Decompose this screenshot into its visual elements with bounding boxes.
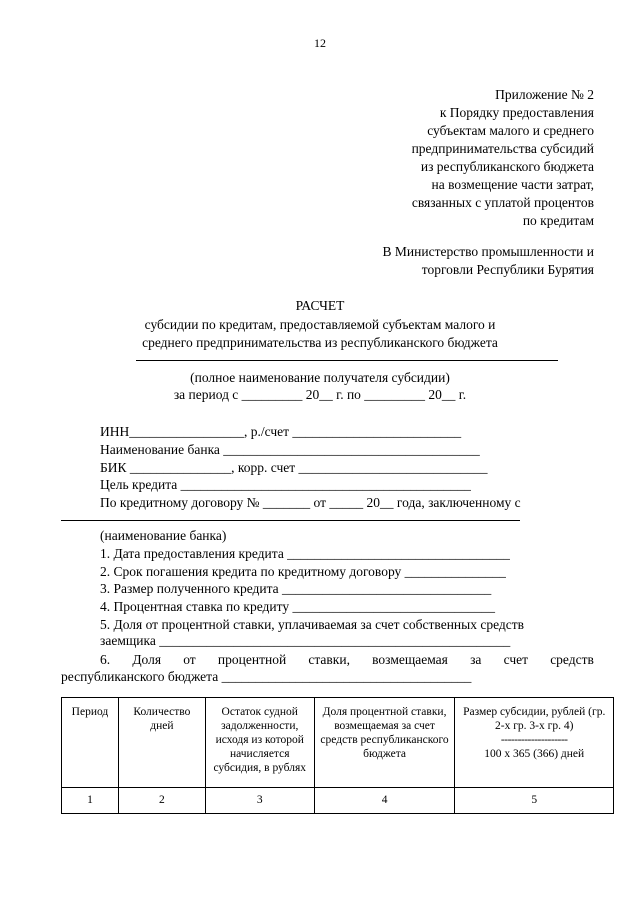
item-6-word: от: [183, 652, 196, 667]
table-header-row: [62, 698, 614, 788]
column-number: 2: [118, 788, 205, 814]
bik-field: БИК _______________, корр. счет ____________________________: [100, 460, 488, 475]
bank-name-line: [61, 520, 520, 521]
appendix-block: [412, 86, 594, 230]
item-3: 3. Размер полученного кредита _______________________________: [100, 581, 492, 596]
item-6-word: средств: [550, 652, 594, 667]
item-6-word: процентной: [217, 652, 287, 667]
subsidy-table: [61, 697, 614, 814]
contract-field: По кредитному договору № _______ от _____ 20__ года, заключенному с: [100, 495, 521, 510]
item-6-word: за: [470, 652, 482, 667]
header-days: Количество дней: [118, 698, 205, 788]
appendix-line: Приложение № 2: [495, 87, 594, 102]
item-6-word: Доля: [132, 652, 162, 667]
appendix-line: предпринимательства субсидий: [411, 141, 594, 156]
item-6: [100, 651, 594, 669]
item-6-word: счет: [503, 652, 528, 667]
appendix-line: на возмещение части затрат,: [431, 177, 594, 192]
header-subsidy-amount: [455, 698, 614, 788]
subsidy-formula-top: Размер субсидии, рублей (гр. 2-х гр. 3-х гр. 4): [463, 706, 606, 732]
subsidy-formula-bottom: 100 х 365 (366) дней: [484, 748, 585, 760]
subsidy-formula-divider: --------------------: [500, 734, 568, 746]
period-line: за период с _________ 20__ г. по _________ 20__ г.: [173, 387, 467, 402]
item-2: 2. Срок погашения кредита по кредитному договору _______________: [100, 564, 506, 579]
appendix-line: по кредитам: [522, 213, 594, 228]
page-number: 12: [314, 36, 326, 50]
appendix-line: субъектам малого и среднего: [427, 123, 594, 138]
table-row: [62, 788, 614, 814]
inn-field: ИНН_________________, р./счет _________________________: [100, 424, 462, 439]
title-subtitle-2: среднего предпринимательства из республиканского бюджета: [142, 335, 498, 350]
item-6-word: 6.: [100, 652, 111, 667]
purpose-field: Цель кредита ___________________________________________: [100, 477, 471, 492]
column-number: 1: [62, 788, 119, 814]
item-6-continued: республиканского бюджета _____________________________________: [61, 669, 472, 684]
item-6-word: ставки,: [308, 652, 350, 667]
appendix-line: связанных с уплатой процентов: [411, 195, 594, 210]
item-4: 4. Процентная ставка по кредиту ______________________________: [100, 599, 495, 614]
header-period: Период: [62, 698, 119, 788]
column-number: 4: [314, 788, 455, 814]
appendix-line: к Порядку предоставления: [439, 105, 594, 120]
addressee-line: В Министерство промышленности и: [382, 244, 594, 259]
recipient-name-line: [136, 360, 558, 361]
item-6-word: возмещаемая: [372, 652, 448, 667]
item-1: 1. Дата предоставления кредита _________________________________: [100, 546, 510, 561]
document-title: РАСЧЕТ: [295, 298, 345, 313]
item-5-continued: заемщика ____________________________________________________: [100, 633, 511, 648]
bank-label: (наименование банка): [100, 528, 227, 543]
addressee-line: торговли Республики Бурятия: [421, 262, 594, 277]
header-loan-balance: Остаток судной задолженности, исходя из которой начисляется субсидия, в рублях: [205, 698, 314, 788]
column-number: 3: [205, 788, 314, 814]
item-5: 5. Доля от процентной ставки, уплачиваемая за счет собственных средств: [100, 617, 525, 632]
recipient-label: (полное наименование получателя субсидии): [190, 370, 450, 385]
header-rate-share: Доля процентной ставки, возмещаемая за счет средств республиканского бюджета: [314, 698, 455, 788]
addressee-block: [383, 243, 594, 279]
title-subtitle-1: субсидии по кредитам, предоставляемой субъектам малого и: [144, 317, 496, 332]
bank-name-field: Наименование банка ______________________________________: [100, 442, 480, 457]
appendix-line: из республиканского бюджета: [420, 159, 594, 174]
column-number: 5: [455, 788, 614, 814]
